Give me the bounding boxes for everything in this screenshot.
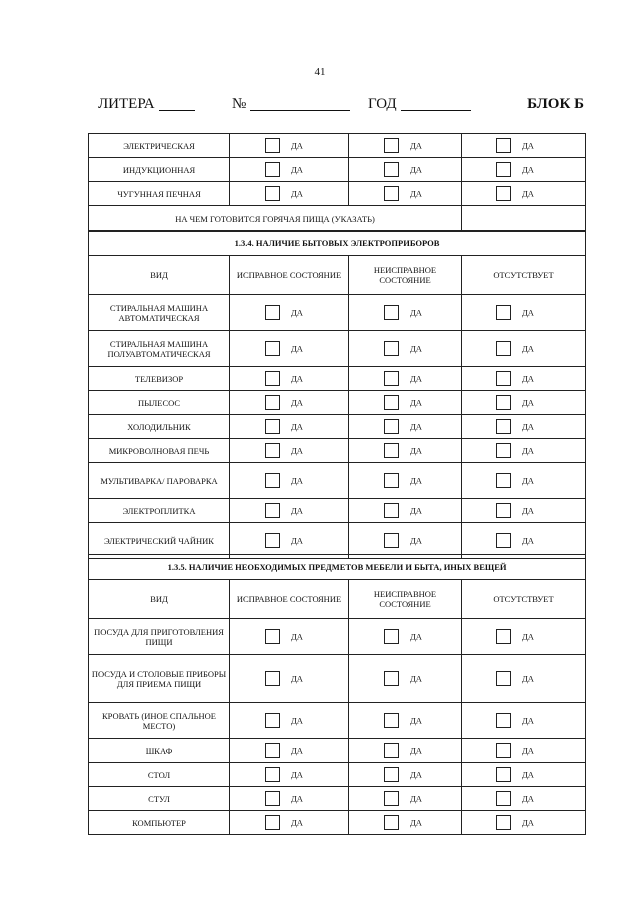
yes-label: ДА <box>522 397 534 408</box>
yes-label: ДА <box>291 373 303 384</box>
col-good-header: ИСПРАВНОЕ СОСТОЯНИЕ <box>230 580 349 619</box>
checkbox-cell <box>462 739 586 763</box>
checkbox[interactable] <box>384 419 399 434</box>
section-title-row <box>89 555 586 580</box>
checkbox-cell <box>349 619 462 655</box>
checkbox-cell <box>462 655 586 703</box>
row-label: ШКАФ <box>89 739 230 763</box>
table-row <box>89 655 586 703</box>
yes-label: ДА <box>522 817 534 828</box>
yes-label: ДА <box>410 769 422 780</box>
yes-label: ДА <box>410 475 422 486</box>
yes-label: ДА <box>522 343 534 354</box>
checkbox-cell <box>230 182 349 206</box>
hot-food-label: НА ЧЕМ ГОТОВИТСЯ ГОРЯЧАЯ ПИЩА (УКАЗАТЬ) <box>89 206 462 232</box>
yes-label: ДА <box>291 745 303 756</box>
checkbox[interactable] <box>496 138 511 153</box>
row-label: ХОЛОДИЛЬНИК <box>89 415 230 439</box>
col-good-header: ИСПРАВНОЕ СОСТОЯНИЕ <box>230 256 349 295</box>
row-label: ЧУГУННАЯ ПЕЧНАЯ <box>89 182 230 206</box>
yes-label: ДА <box>410 505 422 516</box>
yes-label: ДА <box>522 188 534 199</box>
furniture-table <box>88 554 586 835</box>
yes-label: ДА <box>291 188 303 199</box>
checkbox[interactable] <box>496 629 511 644</box>
yes-label: ДА <box>410 188 422 199</box>
column-header-row <box>89 580 586 619</box>
checkbox[interactable] <box>265 138 280 153</box>
row-label: ТЕЛЕВИЗОР <box>89 367 230 391</box>
stove-table <box>88 133 586 232</box>
checkbox-cell <box>230 499 349 523</box>
row-label: КОМПЬЮТЕР <box>89 811 230 835</box>
checkbox[interactable] <box>496 815 511 830</box>
row-label: ИНДУКЦИОННАЯ <box>89 158 230 182</box>
checkbox-cell <box>462 703 586 739</box>
checkbox-cell <box>462 367 586 391</box>
checkbox[interactable] <box>265 629 280 644</box>
section-title: 1.3.4. НАЛИЧИЕ БЫТОВЫХ ЭЛЕКТРОПРИБОРОВ <box>89 231 586 256</box>
row-label: КРОВАТЬ (ИНОЕ СПАЛЬНОЕ МЕСТО) <box>89 703 230 739</box>
yes-label: ДА <box>522 164 534 175</box>
checkbox-cell <box>349 158 462 182</box>
checkbox[interactable] <box>265 815 280 830</box>
yes-label: ДА <box>410 745 422 756</box>
table-row <box>89 439 586 463</box>
yes-label: ДА <box>410 421 422 432</box>
yes-label: ДА <box>410 673 422 684</box>
checkbox[interactable] <box>384 671 399 686</box>
checkbox[interactable] <box>384 791 399 806</box>
table-row <box>89 811 586 835</box>
checkbox[interactable] <box>265 419 280 434</box>
checkbox[interactable] <box>384 743 399 758</box>
yes-label: ДА <box>522 535 534 546</box>
checkbox-cell <box>349 499 462 523</box>
number-label: № <box>232 96 247 112</box>
yes-label: ДА <box>522 631 534 642</box>
table-row <box>89 391 586 415</box>
yes-label: ДА <box>291 793 303 804</box>
yes-label: ДА <box>291 673 303 684</box>
checkbox-cell <box>230 415 349 439</box>
checkbox[interactable] <box>496 186 511 201</box>
checkbox-cell <box>462 331 586 367</box>
yes-label: ДА <box>522 793 534 804</box>
checkbox[interactable] <box>265 743 280 758</box>
number-field <box>232 96 246 113</box>
litera-input-line[interactable] <box>159 96 195 111</box>
table-row <box>89 415 586 439</box>
col-type-header: ВИД <box>89 256 230 295</box>
appliances-table <box>88 230 586 559</box>
checkbox-cell <box>349 331 462 367</box>
checkbox[interactable] <box>265 395 280 410</box>
checkbox[interactable] <box>384 713 399 728</box>
checkbox-cell <box>349 703 462 739</box>
checkbox-cell <box>230 787 349 811</box>
yes-label: ДА <box>291 140 303 151</box>
checkbox[interactable] <box>496 671 511 686</box>
yes-label: ДА <box>291 817 303 828</box>
checkbox[interactable] <box>496 305 511 320</box>
checkbox-cell <box>462 619 586 655</box>
checkbox[interactable] <box>384 395 399 410</box>
checkbox[interactable] <box>384 443 399 458</box>
form-header <box>98 96 584 118</box>
checkbox[interactable] <box>496 162 511 177</box>
checkbox-cell <box>349 415 462 439</box>
checkbox-cell <box>462 295 586 331</box>
yes-label: ДА <box>291 535 303 546</box>
checkbox-cell <box>349 655 462 703</box>
checkbox-cell <box>462 463 586 499</box>
yes-label: ДА <box>410 373 422 384</box>
checkbox-cell <box>349 763 462 787</box>
year-label: ГОД <box>368 96 397 112</box>
checkbox-cell <box>462 763 586 787</box>
row-label: ЭЛЕКТРОПЛИТКА <box>89 499 230 523</box>
checkbox[interactable] <box>384 629 399 644</box>
row-label: МИКРОВОЛНОВАЯ ПЕЧЬ <box>89 439 230 463</box>
yes-label: ДА <box>522 475 534 486</box>
yes-label: ДА <box>410 535 422 546</box>
checkbox[interactable] <box>265 443 280 458</box>
checkbox[interactable] <box>496 473 511 488</box>
table-row <box>89 367 586 391</box>
yes-label: ДА <box>522 673 534 684</box>
checkbox[interactable] <box>384 503 399 518</box>
checkbox-cell <box>230 439 349 463</box>
checkbox[interactable] <box>496 395 511 410</box>
checkbox-cell <box>349 739 462 763</box>
checkbox-cell <box>349 463 462 499</box>
col-absent-header: ОТСУТСТВУЕТ <box>462 256 586 295</box>
checkbox[interactable] <box>265 341 280 356</box>
page-number: 41 <box>314 66 326 78</box>
checkbox[interactable] <box>496 443 511 458</box>
checkbox[interactable] <box>265 186 280 201</box>
row-label: ПОСУДА ДЛЯ ПРИГОТОВЛЕНИЯ ПИЩИ <box>89 619 230 655</box>
yes-label: ДА <box>410 397 422 408</box>
checkbox-cell <box>462 811 586 835</box>
table-row <box>89 619 586 655</box>
year-input-line[interactable] <box>401 96 471 111</box>
yes-label: ДА <box>410 631 422 642</box>
yes-label: ДА <box>291 164 303 175</box>
table-row <box>89 499 586 523</box>
yes-label: ДА <box>291 343 303 354</box>
col-bad-header: НЕИСПРАВНОЕ СОСТОЯНИЕ <box>349 580 462 619</box>
column-header-row <box>89 256 586 295</box>
hot-food-answer[interactable] <box>462 206 586 232</box>
yes-label: ДА <box>291 397 303 408</box>
yes-label: ДА <box>522 373 534 384</box>
yes-label: ДА <box>522 715 534 726</box>
row-label: ПЫЛЕСОС <box>89 391 230 415</box>
table-row <box>89 463 586 499</box>
checkbox-cell <box>462 158 586 182</box>
checkbox-cell <box>230 134 349 158</box>
checkbox-cell <box>230 763 349 787</box>
yes-label: ДА <box>522 745 534 756</box>
yes-label: ДА <box>291 475 303 486</box>
checkbox[interactable] <box>265 713 280 728</box>
checkbox-cell <box>462 391 586 415</box>
yes-label: ДА <box>410 715 422 726</box>
checkbox-cell <box>230 158 349 182</box>
yes-label: ДА <box>410 793 422 804</box>
section-title-row <box>89 231 586 256</box>
checkbox[interactable] <box>496 341 511 356</box>
year-field <box>368 96 397 113</box>
block-label: БЛОК Б <box>527 96 584 112</box>
checkbox[interactable] <box>496 791 511 806</box>
yes-label: ДА <box>522 140 534 151</box>
checkbox-cell <box>349 391 462 415</box>
row-label: СТУЛ <box>89 787 230 811</box>
checkbox[interactable] <box>265 371 280 386</box>
checkbox-cell <box>230 655 349 703</box>
checkbox-cell <box>230 295 349 331</box>
yes-label: ДА <box>522 421 534 432</box>
checkbox-cell <box>349 439 462 463</box>
litera-label: ЛИТЕРА <box>98 96 155 112</box>
col-bad-header: НЕИСПРАВНОЕ СОСТОЯНИЕ <box>349 256 462 295</box>
checkbox[interactable] <box>496 371 511 386</box>
yes-label: ДА <box>291 715 303 726</box>
table-row <box>89 763 586 787</box>
yes-label: ДА <box>410 307 422 318</box>
checkbox[interactable] <box>384 371 399 386</box>
checkbox-cell <box>230 703 349 739</box>
checkbox-cell <box>230 463 349 499</box>
checkbox[interactable] <box>384 767 399 782</box>
checkbox-cell <box>462 787 586 811</box>
section-title: 1.3.5. НАЛИЧИЕ НЕОБХОДИМЫХ ПРЕДМЕТОВ МЕБЕЛИ И БЫТА, ИНЫХ ВЕЩЕЙ <box>89 555 586 580</box>
checkbox[interactable] <box>384 186 399 201</box>
checkbox-cell <box>349 182 462 206</box>
checkbox[interactable] <box>384 815 399 830</box>
checkbox[interactable] <box>265 533 280 548</box>
yes-label: ДА <box>522 445 534 456</box>
yes-label: ДА <box>410 817 422 828</box>
yes-label: ДА <box>522 505 534 516</box>
checkbox-cell <box>462 415 586 439</box>
table-row <box>89 703 586 739</box>
litera-field <box>98 96 155 113</box>
table-row <box>89 331 586 367</box>
checkbox-cell <box>462 499 586 523</box>
checkbox[interactable] <box>384 473 399 488</box>
col-type-header: ВИД <box>89 580 230 619</box>
row-label: ЭЛЕКТРИЧЕСКИЙ ЧАЙНИК <box>89 523 230 559</box>
yes-label: ДА <box>291 307 303 318</box>
checkbox-cell <box>462 134 586 158</box>
checkbox[interactable] <box>265 767 280 782</box>
row-label: СТИРАЛЬНАЯ МАШИНА ПОЛУАВТОМАТИЧЕСКАЯ <box>89 331 230 367</box>
checkbox[interactable] <box>496 503 511 518</box>
checkbox-cell <box>230 391 349 415</box>
yes-label: ДА <box>291 445 303 456</box>
yes-label: ДА <box>410 343 422 354</box>
yes-label: ДА <box>291 505 303 516</box>
checkbox-cell <box>349 811 462 835</box>
checkbox[interactable] <box>265 162 280 177</box>
yes-label: ДА <box>410 140 422 151</box>
table-row <box>89 134 586 158</box>
yes-label: ДА <box>291 631 303 642</box>
checkbox[interactable] <box>496 713 511 728</box>
yes-label: ДА <box>291 421 303 432</box>
yes-label: ДА <box>522 769 534 780</box>
checkbox-cell <box>230 331 349 367</box>
col-absent-header: ОТСУТСТВУЕТ <box>462 580 586 619</box>
checkbox[interactable] <box>384 305 399 320</box>
checkbox[interactable] <box>384 533 399 548</box>
number-input-line[interactable] <box>250 96 350 111</box>
checkbox[interactable] <box>496 767 511 782</box>
checkbox[interactable] <box>265 671 280 686</box>
yes-label: ДА <box>291 769 303 780</box>
hot-food-row <box>89 206 586 232</box>
checkbox-cell <box>230 619 349 655</box>
checkbox-cell <box>349 787 462 811</box>
table-row <box>89 295 586 331</box>
yes-label: ДА <box>410 164 422 175</box>
yes-label: ДА <box>522 307 534 318</box>
checkbox[interactable] <box>496 533 511 548</box>
table-row <box>89 787 586 811</box>
checkbox[interactable] <box>384 341 399 356</box>
row-label: МУЛЬТИВАРКА/ ПАРОВАРКА <box>89 463 230 499</box>
checkbox-cell <box>349 367 462 391</box>
checkbox-cell <box>462 182 586 206</box>
table-row <box>89 158 586 182</box>
checkbox[interactable] <box>265 305 280 320</box>
yes-label: ДА <box>410 445 422 456</box>
table-row <box>89 182 586 206</box>
checkbox-cell <box>230 811 349 835</box>
checkbox[interactable] <box>265 503 280 518</box>
checkbox-cell <box>230 367 349 391</box>
row-label: ЭЛЕКТРИЧЕСКАЯ <box>89 134 230 158</box>
checkbox[interactable] <box>496 419 511 434</box>
checkbox-cell <box>349 134 462 158</box>
checkbox[interactable] <box>384 162 399 177</box>
row-label: СТОЛ <box>89 763 230 787</box>
checkbox-cell <box>462 439 586 463</box>
table-row <box>89 739 586 763</box>
checkbox[interactable] <box>384 138 399 153</box>
row-label: ПОСУДА И СТОЛОВЫЕ ПРИБОРЫ ДЛЯ ПРИЕМА ПИЩИ <box>89 655 230 703</box>
row-label: СТИРАЛЬНАЯ МАШИНА АВТОМАТИЧЕСКАЯ <box>89 295 230 331</box>
checkbox-cell <box>230 739 349 763</box>
checkbox[interactable] <box>496 743 511 758</box>
checkbox[interactable] <box>265 791 280 806</box>
checkbox-cell <box>349 295 462 331</box>
checkbox[interactable] <box>265 473 280 488</box>
